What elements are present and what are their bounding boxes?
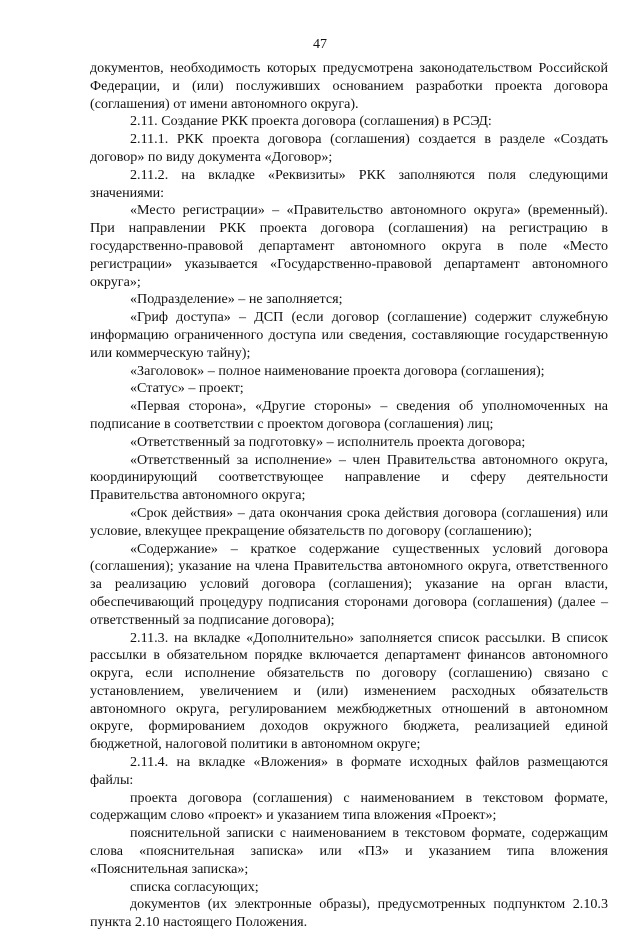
paragraph-2-11-2: 2.11.2. на вкладке «Реквизиты» РКК заполняются поля следующими значениями: <box>90 166 608 201</box>
attachment-explanatory-note: пояснительной записки с наименованием в текстовом формате, содержащим слова «пояснительная записка» или «ПЗ» и указанием типа вложения «Пояснительная записка»; <box>90 825 608 877</box>
paragraph-2-11-4: 2.11.4. на вкладке «Вложения» в формате исходных файлов размещаются файлы: <box>90 754 608 788</box>
field-title: «Заголовок» – полное наименование проекта договора (соглашения); <box>130 362 545 379</box>
field-access-stamp: «Гриф доступа» – ДСП (если договор (соглашение) содержит служебную информацию ограниченного доступа или сведения, составляющие государственную или коммерческую тайну); <box>90 309 608 361</box>
paragraph-2-11-1: 2.11.1. РКК проекта договора (соглашения) создается в разделе «Создать договор» по виду документа «Договор»; <box>90 131 608 165</box>
page-number: 47 <box>313 37 327 52</box>
field-content: «Содержание» – краткое содержание существенных условий договора (соглашения); указание на члена Правительства автономного округа, ответственного за реализацию условий договора (соглашения); указание на орган власти, обеспечивающий процедуру подписания сторонами договора (соглашения) (далее – ответственный за подписание договора); <box>90 540 608 628</box>
field-validity-term: «Срок действия» – дата окончания срока действия договора (соглашения) или условие, влекущее прекращение обязательств по договору (соглашению); <box>90 504 608 539</box>
attachment-approvers-list: списка согласующих; <box>130 878 259 895</box>
field-status: «Статус» – проект; <box>130 380 244 397</box>
field-subdivision: «Подразделение» – не заполняется; <box>130 291 343 308</box>
attachment-draft: проекта договора (соглашения) с наименованием в текстовом формате, содержащим слово «проект» и указанием типа вложения «Проект»; <box>90 789 608 824</box>
paragraph-continuation: документов, необходимость которых предусмотрена законодательством Российской Федерации, и (или) послуживших основанием разработки проекта договора (соглашения) от имени автономного округа). <box>90 60 608 112</box>
field-responsible-preparation: «Ответственный за подготовку» – исполнитель проекта договора; <box>130 433 526 450</box>
section-2-11-heading: 2.11. Создание РКК проекта договора (соглашения) в РСЭД: <box>130 113 492 130</box>
field-parties: «Первая сторона», «Другие стороны» – сведения об уполномоченных на подписание в соответствии с проектом договора (соглашения) лиц; <box>90 398 608 432</box>
paragraph-2-11-3: 2.11.3. на вкладке «Дополнительно» заполняется список рассылки. В список рассылки в обязательном порядке включается департамент финансов автономного округа, если исполнение обязательств по договору (соглашению) связано с установлением, увеличением и (или) изменением расходных обязательств автономного округа, регулированием межбюджетных отношений в автономном округе, формированием доходов окружного бюджета, реализацией единой бюджетной, налоговой политики в автономном округе; <box>90 629 608 753</box>
attachment-documents: документов (их электронные образы), предусмотренных подпунктом 2.10.3 пункта 2.10 настоящего Положения. <box>90 896 608 931</box>
field-registration-place: «Место регистрации» – «Правительство автономного округа» (временный). При направлении РКК проекта договора (соглашения) на регистрацию в государственно-правовой департамент автономного округа в поле «Место регистрации» указывается «Государственно-правовой департамент автономного округа»; <box>90 202 608 290</box>
field-responsible-execution: «Ответственный за исполнение» – член Правительства автономного округа, координирующий соответствующее направление и сферу деятельности Правительства автономного округа; <box>90 451 608 504</box>
document-body <box>90 60 608 932</box>
